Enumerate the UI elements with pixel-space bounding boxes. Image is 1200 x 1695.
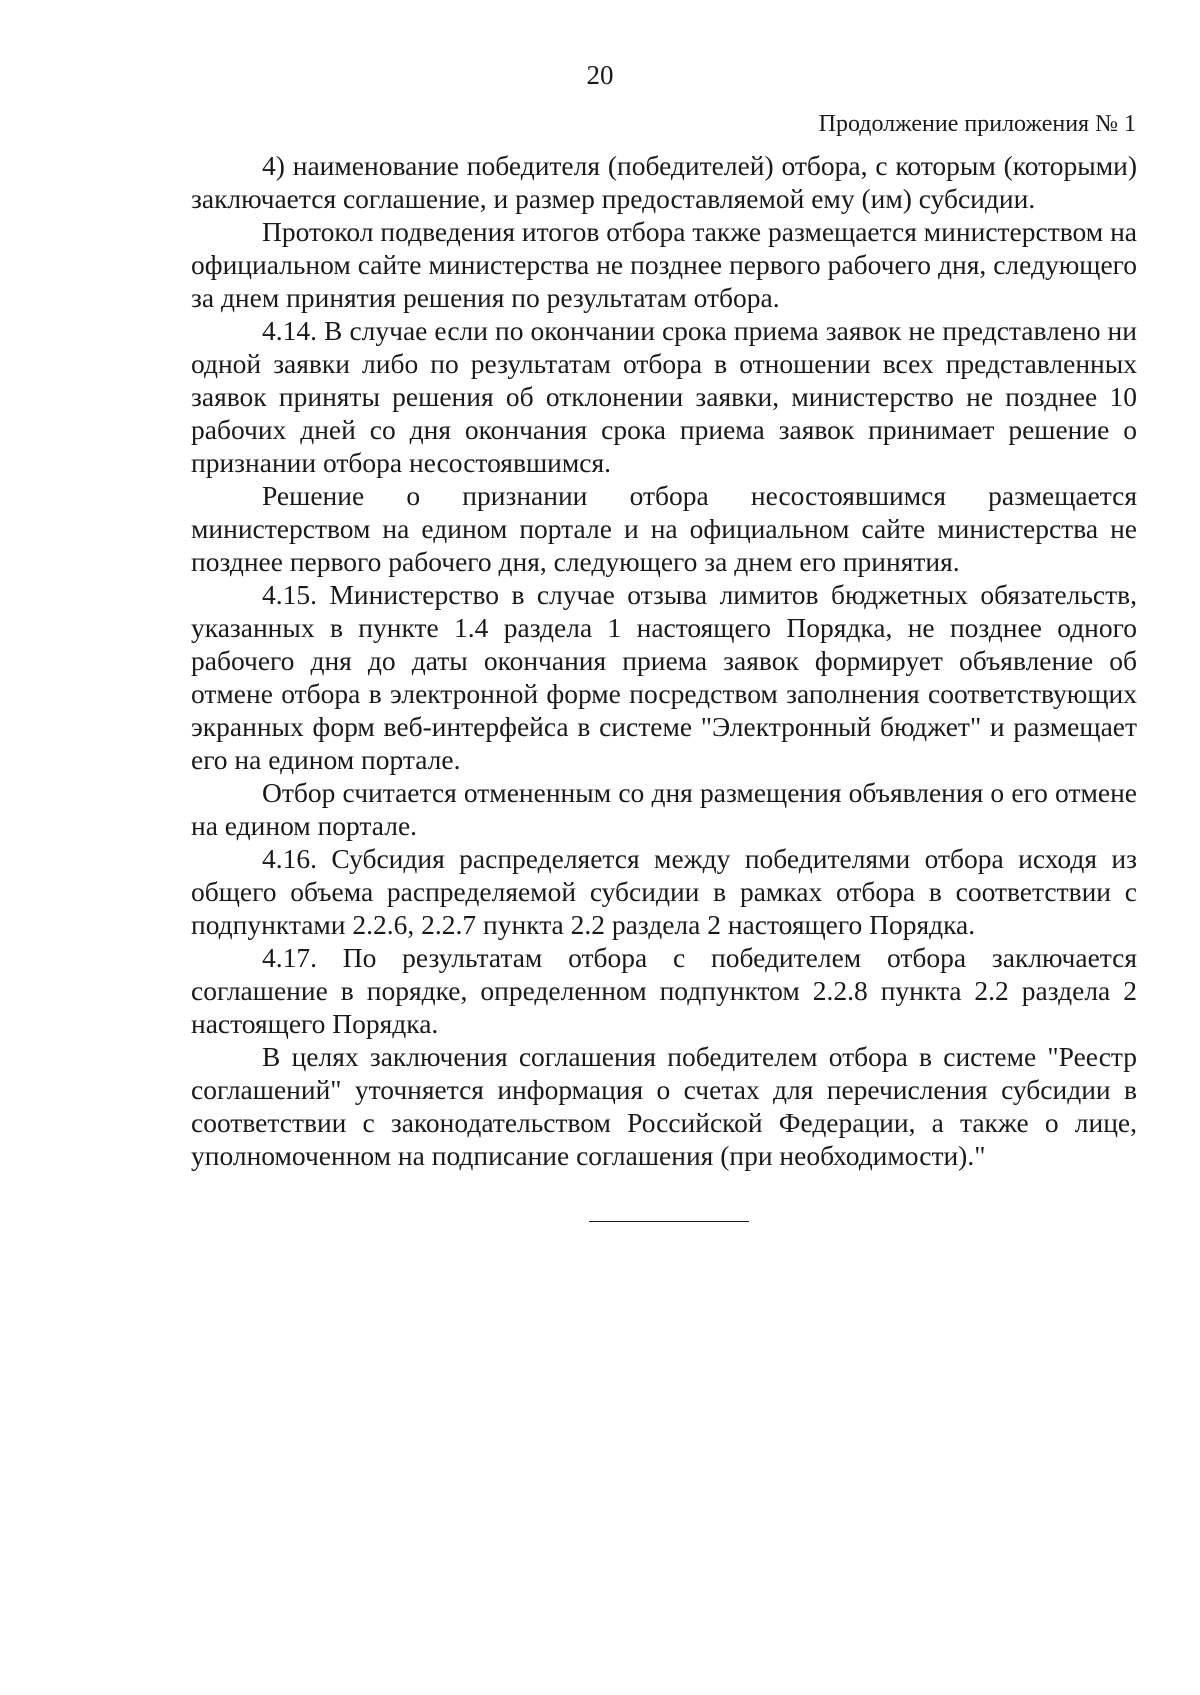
paragraph-4-14: 4.14. В случае если по окончании срока приема заявок не представлено ни одной заявки либо по результатам отбора в отношении всех представленных заявок приняты решения об отклонении заявки, министерство не позднее 10 рабочих дней со дня окончания срока приема заявок принимает решение о признании отбора несостоявшимся. xyxy=(191,315,1137,478)
document-body xyxy=(191,149,1137,1172)
paragraph-selection-cancelled: Отбор считается отмененным со дня размещения объявления о его отмене на едином портале. xyxy=(191,777,1137,841)
paragraph-failed-selection-publication: Решение о признании отбора несостоявшимся размещается министерством на едином портале и на официальном сайте министерства не позднее первого рабочего дня, следующего за днем его принятия. xyxy=(191,480,1137,577)
paragraph-4-16: 4.16. Субсидия распределяется между победителями отбора исходя из общего объема распределяемой субсидии в рамках отбора в соответствии с подпунктами 2.2.6, 2.2.7 пункта 2.2 раздела 2 настоящего Порядка. xyxy=(191,843,1137,940)
paragraph-winner-name: 4) наименование победителя (победителей) отбора, с которым (которыми) заключается соглашение, и размер предоставляемой ему (им) субсидии. xyxy=(191,150,1137,214)
paragraph-protocol-publication: Протокол подведения итогов отбора также размещается министерством на официальном сайте министерства не позднее первого рабочего дня, следующего за днем принятия решения по результатам отбора. xyxy=(191,216,1137,313)
paragraph-4-15: 4.15. Министерство в случае отзыва лимитов бюджетных обязательств, указанных в пункте 1.4 раздела 1 настоящего Порядка, не позднее одного рабочего дня до даты окончания приема заявок формирует объявление об отмене отбора в электронной форме посредством заполнения соответствующих экранных форм веб-интерфейса в системе "Электронный бюджет" и размещает его на едином портале. xyxy=(191,579,1137,775)
closing-divider-line xyxy=(589,1221,749,1222)
page-number: 20 xyxy=(586,60,614,90)
appendix-continuation-note: Продолжение приложения № 1 xyxy=(818,111,1136,137)
paragraph-4-17: 4.17. По результатам отбора с победителем отбора заключается соглашение в порядке, определенном подпунктом 2.2.8 пункта 2.2 раздела 2 настоящего Порядка. xyxy=(191,942,1137,1039)
paragraph-agreement-registry: В целях заключения соглашения победителем отбора в системе "Реестр соглашений" уточняется информация о счетах для перечисления субсидии в соответствии с законодательством Российской Федерации, а также о лице, уполномоченном на подписание соглашения (при необходимости)." xyxy=(191,1041,1137,1171)
